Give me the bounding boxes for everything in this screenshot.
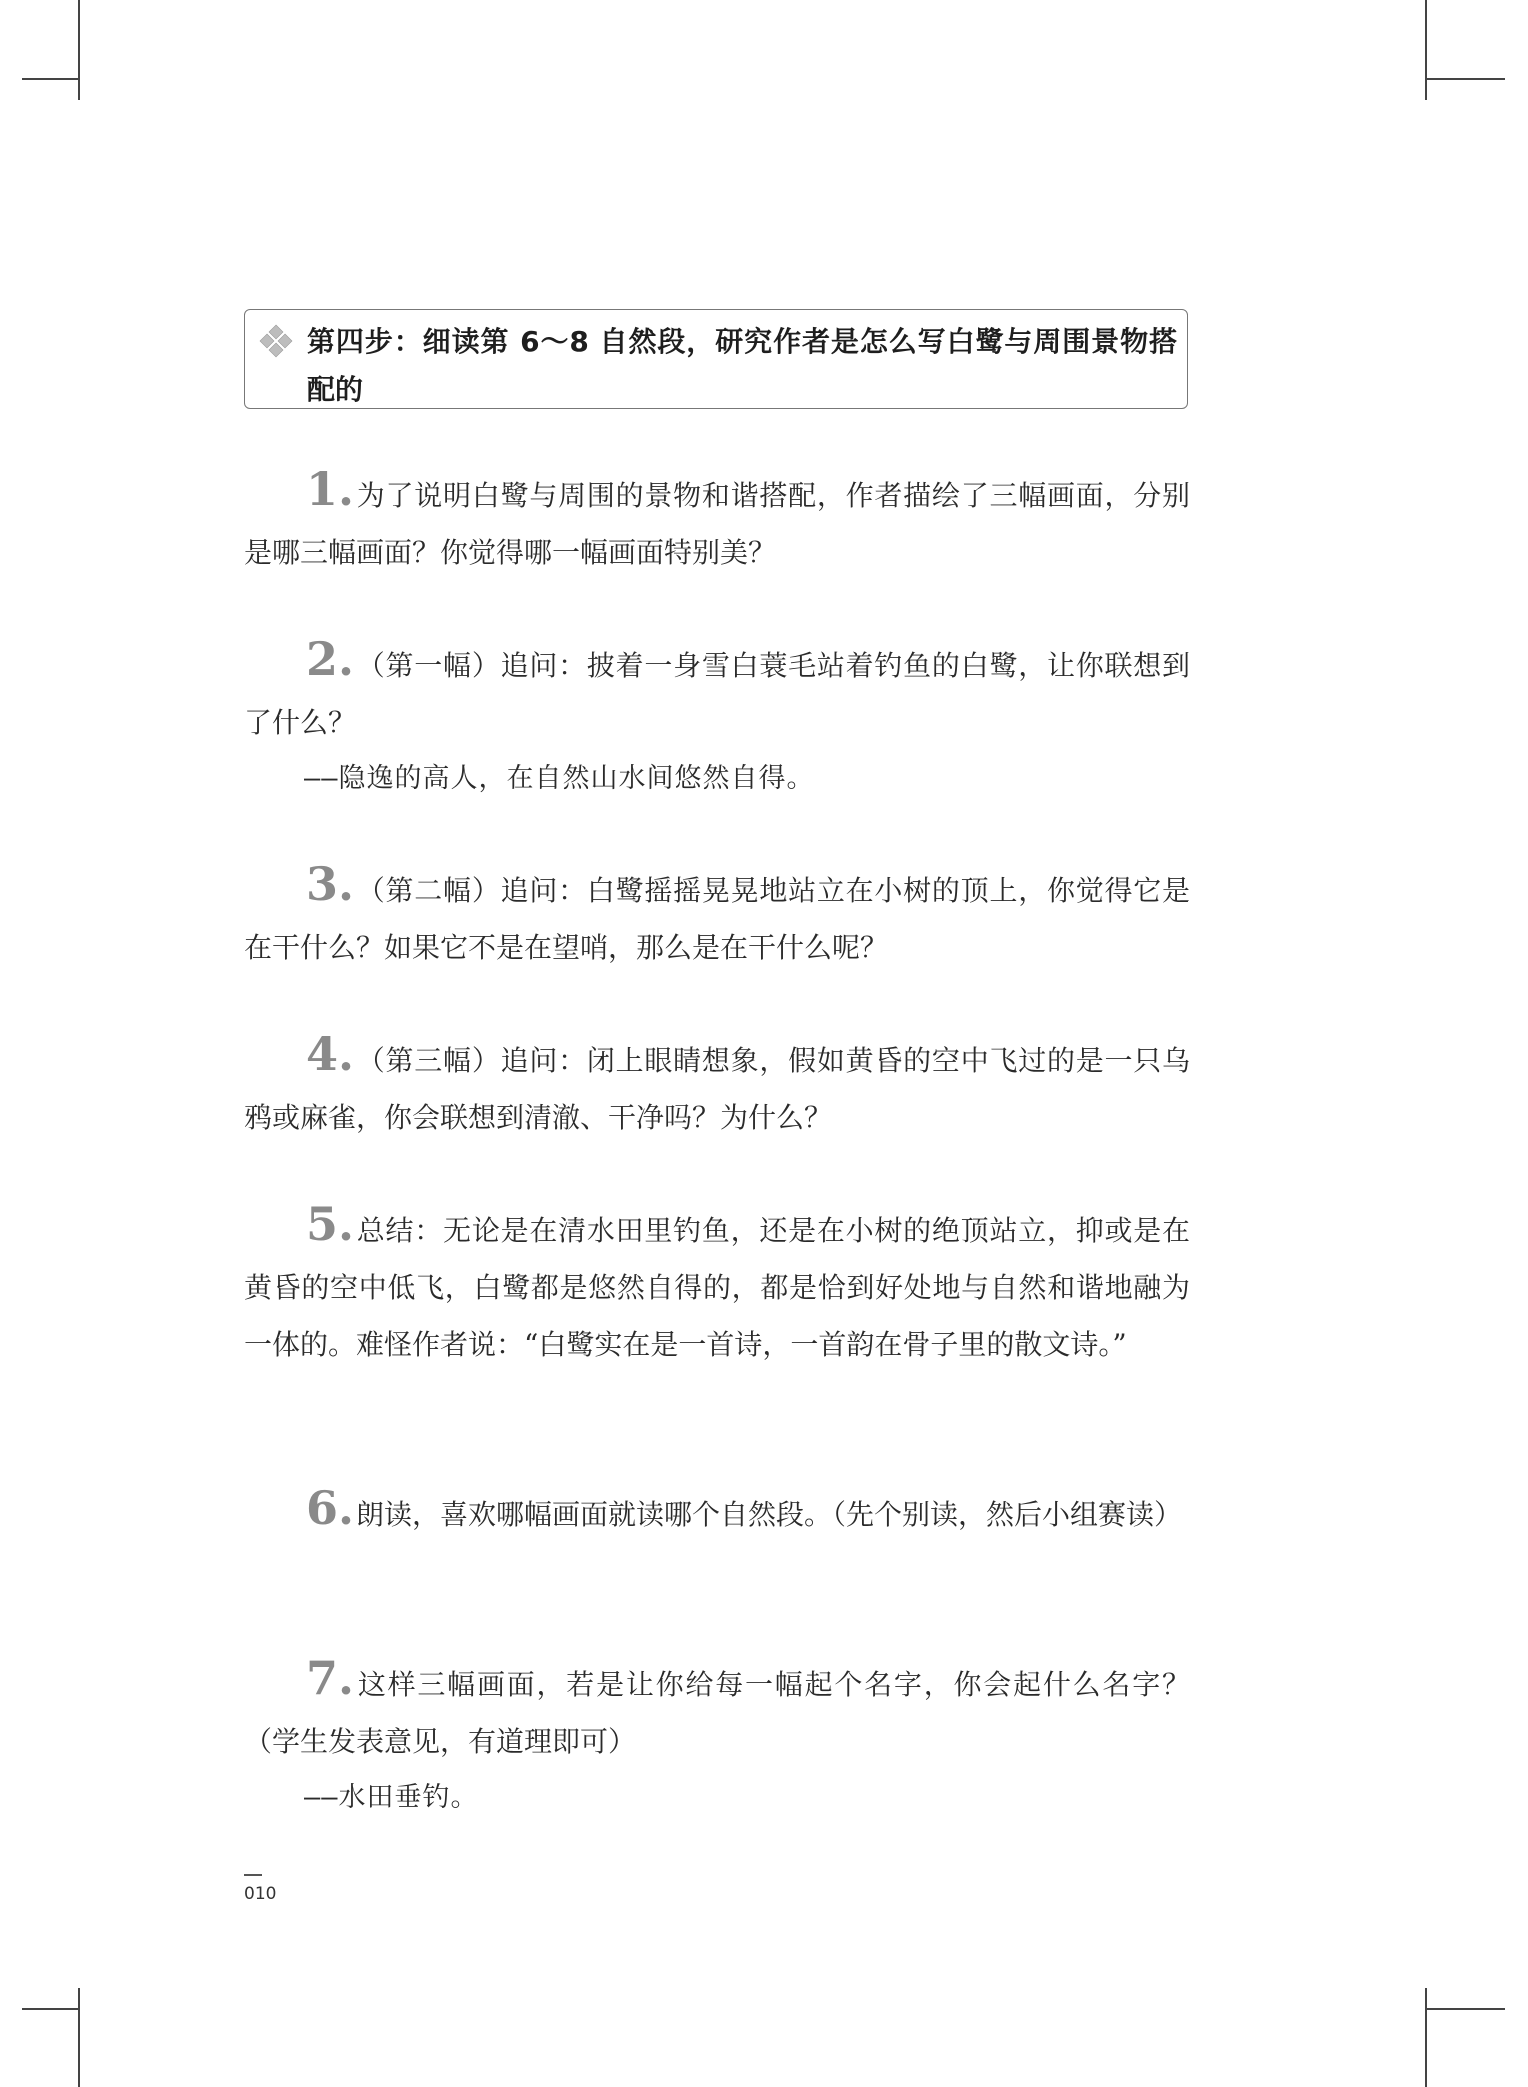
question-2 (244, 632, 1190, 751)
question-number: 6. (306, 1481, 355, 1535)
question-number: 1. (306, 462, 355, 516)
question-text: 总结：无论是在清水田里钓鱼，还是在小树的绝顶站立，抑或是在黄昏的空中低飞，白鹭都是悠然自得的，都是恰到好处地与自然和谐地融为一体的。难怪作者说：“白鹭实在是一首诗，一首韵在骨子里的散文诗。” (244, 1214, 1190, 1361)
question-6 (244, 1481, 1190, 1543)
crop-mark (1425, 2008, 1505, 2010)
crop-mark (22, 2008, 78, 2010)
question-4 (244, 1027, 1190, 1146)
crop-mark (78, 0, 80, 100)
question-3 (244, 857, 1190, 976)
crop-mark (78, 1988, 80, 2087)
question-number: 5. (306, 1197, 355, 1251)
crop-mark (1425, 78, 1505, 80)
page-number-rule (244, 1874, 262, 1876)
crop-mark (22, 78, 78, 80)
step-title: 第四步：细读第 6～8 自然段，研究作者是怎么写白鹭与周围景物搭配的 (307, 325, 1177, 406)
answer-7: ——水田垂钓。 (304, 1782, 479, 1813)
question-5 (244, 1197, 1190, 1373)
question-number: 7. (306, 1651, 355, 1705)
question-number: 2. (306, 632, 355, 686)
question-7 (244, 1651, 1190, 1770)
question-text: （第一幅）追问：披着一身雪白蓑毛站着钓鱼的白鹭，让你联想到了什么？ (244, 649, 1190, 739)
question-text: 朗读，喜欢哪幅画面就读哪个自然段。（先个别读，然后小组赛读） (356, 1498, 1183, 1531)
question-text: 为了说明白鹭与周围的景物和谐搭配，作者描绘了三幅画面，分别是哪三幅画面？你觉得哪一幅画面特别美？ (244, 479, 1190, 569)
question-text: 这样三幅画面，若是让你给每一幅起个名字，你会起什么名字？（学生发表意见，有道理即可） (244, 1668, 1190, 1758)
page-number: 010 (244, 1884, 277, 1904)
question-1 (244, 462, 1190, 581)
question-text: （第二幅）追问：白鹭摇摇晃晃地站立在小树的顶上，你觉得它是在干什么？如果它不是在望哨，那么是在干什么呢？ (244, 874, 1190, 964)
diamond-cluster-icon (259, 324, 293, 358)
question-number: 3. (306, 857, 355, 911)
question-text: （第三幅）追问：闭上眼睛想象，假如黄昏的空中飞过的是一只乌鸦或麻雀，你会联想到清澈、干净吗？为什么？ (244, 1044, 1190, 1134)
question-number: 4. (306, 1027, 355, 1081)
step-header (244, 309, 1188, 409)
answer-2: ——隐逸的高人，在自然山水间悠然自得。 (304, 763, 815, 794)
crop-mark (1425, 1988, 1427, 2087)
crop-mark (1425, 0, 1427, 100)
